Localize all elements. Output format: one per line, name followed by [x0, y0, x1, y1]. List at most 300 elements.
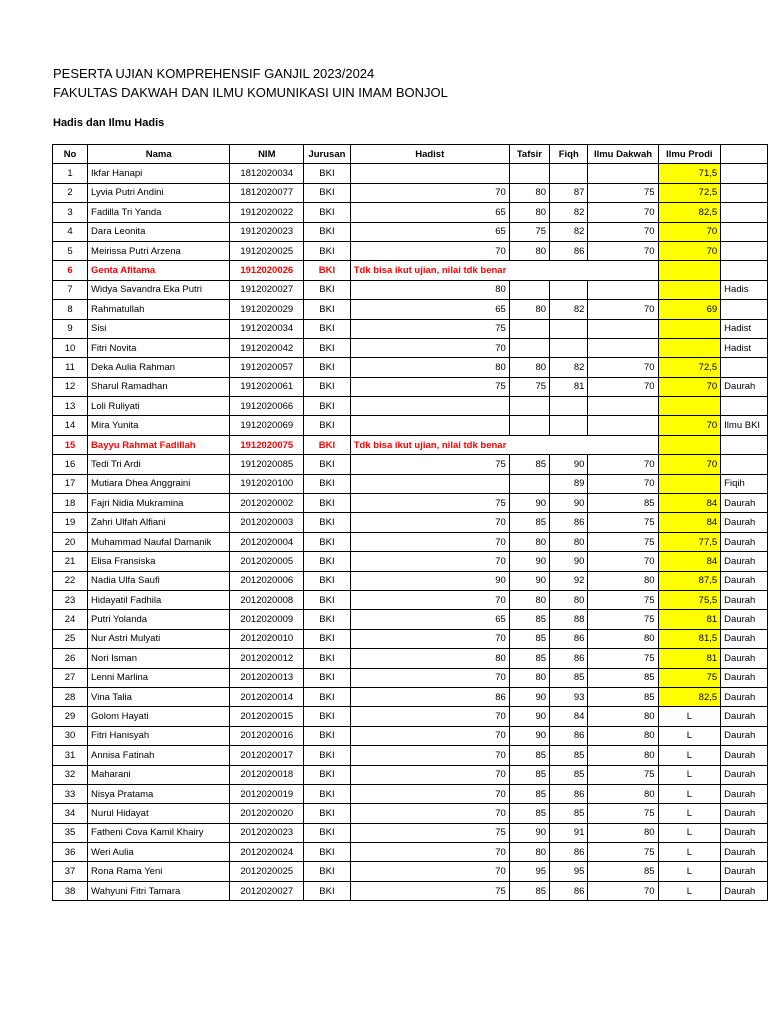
row-gap: [588, 435, 658, 454]
row-jurusan: BKI: [304, 590, 351, 609]
row-tafsir: [509, 280, 549, 299]
row-tafsir: [509, 397, 549, 416]
row-tafsir: 80: [509, 241, 549, 260]
row-no: 31: [53, 746, 88, 765]
row-nama: Weri Aulia: [88, 843, 230, 862]
row-no: 16: [53, 455, 88, 474]
table-row: [53, 823, 768, 842]
row-nim: 2012020005: [230, 552, 304, 571]
row-jurusan: BKI: [304, 164, 351, 183]
row-keterangan: Daurah: [721, 649, 768, 668]
row-no: 6: [53, 261, 88, 280]
row-keterangan: Daurah: [721, 726, 768, 745]
row-nama: Annisa Fatinah: [88, 746, 230, 765]
row-no: 9: [53, 319, 88, 338]
row-hadist: 70: [350, 241, 509, 260]
row-tafsir: 80: [509, 203, 549, 222]
row-gap: [550, 435, 588, 454]
table-row: [53, 280, 768, 299]
row-keterangan: Fiqih: [721, 474, 768, 493]
row-nim: 1912020026: [230, 261, 304, 280]
row-nama: Sharul Ramadhan: [88, 377, 230, 396]
row-hadist: 70: [350, 784, 509, 803]
header-nim: NIM: [230, 145, 304, 164]
header-keterangan: [721, 145, 768, 164]
table-row: [53, 552, 768, 571]
row-hadist: 86: [350, 687, 509, 706]
row-nim: 2012020015: [230, 707, 304, 726]
row-ilmu-dakwah: 80: [588, 726, 658, 745]
row-fiqh: [550, 416, 588, 435]
row-nama: Golom Hayati: [88, 707, 230, 726]
table-row: [53, 261, 768, 280]
row-hadist: 70: [350, 862, 509, 881]
row-fiqh: 93: [550, 687, 588, 706]
row-no: 10: [53, 338, 88, 357]
table-row: [53, 241, 768, 260]
row-nim: 1912020066: [230, 397, 304, 416]
row-keterangan: Daurah: [721, 804, 768, 823]
row-tafsir: 85: [509, 513, 549, 532]
row-ilmu-prodi: L: [658, 804, 721, 823]
row-ilmu-prodi: L: [658, 843, 721, 862]
table-row: [53, 707, 768, 726]
row-ilmu-dakwah: 75: [588, 513, 658, 532]
row-keterangan: Hadist: [721, 319, 768, 338]
row-ilmu-dakwah: 70: [588, 474, 658, 493]
table-row: [53, 377, 768, 396]
row-nama: Loli Ruliyati: [88, 397, 230, 416]
subject-heading: Hadis dan Ilmu Hadis: [53, 117, 165, 129]
row-keterangan: Daurah: [721, 765, 768, 784]
row-nim: 2012020012: [230, 649, 304, 668]
table-row: [53, 746, 768, 765]
row-fiqh: 86: [550, 241, 588, 260]
row-fiqh: 85: [550, 765, 588, 784]
table-row: [53, 319, 768, 338]
table-row: [53, 222, 768, 241]
row-jurusan: BKI: [304, 629, 351, 648]
row-keterangan: Daurah: [721, 610, 768, 629]
row-ilmu-dakwah: 75: [588, 843, 658, 862]
row-nim: 2012020014: [230, 687, 304, 706]
table-row: [53, 765, 768, 784]
row-no: 32: [53, 765, 88, 784]
row-nama: Nur Astri Mulyati: [88, 629, 230, 648]
row-fiqh: 89: [550, 474, 588, 493]
row-nim: 1912020057: [230, 358, 304, 377]
row-keterangan: Daurah: [721, 377, 768, 396]
row-nim: 1812020077: [230, 183, 304, 202]
row-fiqh: 80: [550, 532, 588, 551]
row-ilmu-prodi: L: [658, 726, 721, 745]
row-keterangan: Hadist: [721, 338, 768, 357]
table-row: [53, 590, 768, 609]
table-row: [53, 532, 768, 551]
row-nama: Fadilla Tri Yanda: [88, 203, 230, 222]
row-hadist: [350, 164, 509, 183]
row-tafsir: 85: [509, 881, 549, 900]
row-ilmu-prodi: 82,5: [658, 203, 721, 222]
row-keterangan: Daurah: [721, 590, 768, 609]
row-ilmu-dakwah: [588, 397, 658, 416]
row-ilmu-dakwah: 75: [588, 649, 658, 668]
row-nim: 2012020010: [230, 629, 304, 648]
row-ilmu-prodi: 75: [658, 668, 721, 687]
row-ilmu-dakwah: 75: [588, 610, 658, 629]
row-no: 12: [53, 377, 88, 396]
row-hadist: 75: [350, 881, 509, 900]
row-nama: Lyvia Putri Andini: [88, 183, 230, 202]
row-nim: 2012020025: [230, 862, 304, 881]
row-hadist: 80: [350, 280, 509, 299]
header-hadist: Hadist: [350, 145, 509, 164]
row-tafsir: 90: [509, 823, 549, 842]
row-hadist: 75: [350, 823, 509, 842]
row-ilmu-prodi: 84: [658, 513, 721, 532]
row-gap: [509, 435, 549, 454]
row-keterangan: [721, 300, 768, 319]
table-row: [53, 455, 768, 474]
table-row: [53, 513, 768, 532]
row-hadist: 70: [350, 183, 509, 202]
row-ilmu-dakwah: 80: [588, 823, 658, 842]
row-fiqh: 90: [550, 494, 588, 513]
row-no: 33: [53, 784, 88, 803]
row-no: 3: [53, 203, 88, 222]
row-fiqh: [550, 319, 588, 338]
row-no: 37: [53, 862, 88, 881]
row-ilmu-prodi: 77,5: [658, 532, 721, 551]
row-nim: 1912020023: [230, 222, 304, 241]
header-nama: Nama: [88, 145, 230, 164]
row-no: 1: [53, 164, 88, 183]
row-ilmu-prodi: L: [658, 765, 721, 784]
row-tafsir: 80: [509, 843, 549, 862]
row-nama: Nisya Pratama: [88, 784, 230, 803]
row-tafsir: [509, 474, 549, 493]
row-jurusan: BKI: [304, 881, 351, 900]
row-ilmu-prodi: 84: [658, 552, 721, 571]
row-jurusan: BKI: [304, 552, 351, 571]
row-nim: 2012020018: [230, 765, 304, 784]
row-no: 15: [53, 435, 88, 454]
row-jurusan: BKI: [304, 338, 351, 357]
row-no: 21: [53, 552, 88, 571]
row-jurusan: BKI: [304, 513, 351, 532]
row-ilmu-dakwah: 85: [588, 668, 658, 687]
header-jurusan: Jurusan: [304, 145, 351, 164]
row-fiqh: 86: [550, 784, 588, 803]
row-hadist: 75: [350, 319, 509, 338]
row-tafsir: [509, 319, 549, 338]
row-no: 14: [53, 416, 88, 435]
row-jurusan: BKI: [304, 455, 351, 474]
row-jurusan: BKI: [304, 435, 351, 454]
row-ilmu-dakwah: 75: [588, 183, 658, 202]
row-ilmu-dakwah: 70: [588, 241, 658, 260]
table-row: [53, 843, 768, 862]
table-row: [53, 338, 768, 357]
row-tafsir: [509, 164, 549, 183]
row-fiqh: 86: [550, 649, 588, 668]
row-hadist: 65: [350, 222, 509, 241]
row-jurusan: BKI: [304, 571, 351, 590]
row-ilmu-prodi: 70: [658, 241, 721, 260]
row-jurusan: BKI: [304, 358, 351, 377]
row-keterangan: Daurah: [721, 687, 768, 706]
row-nim: 1912020069: [230, 416, 304, 435]
row-keterangan: [721, 203, 768, 222]
row-keterangan: Daurah: [721, 746, 768, 765]
row-nama: Sisi: [88, 319, 230, 338]
row-no: 20: [53, 532, 88, 551]
row-no: 38: [53, 881, 88, 900]
row-nim: 1912020075: [230, 435, 304, 454]
row-nama: Fitri Novita: [88, 338, 230, 357]
row-tafsir: [509, 416, 549, 435]
participants-table: [52, 144, 768, 901]
row-hadist: 70: [350, 590, 509, 609]
row-tafsir: 75: [509, 222, 549, 241]
row-nim: 2012020023: [230, 823, 304, 842]
row-nim: 1912020025: [230, 241, 304, 260]
row-fiqh: 86: [550, 843, 588, 862]
row-no: 36: [53, 843, 88, 862]
row-ilmu-dakwah: [588, 338, 658, 357]
row-nama: Lenni Marlina: [88, 668, 230, 687]
row-ilmu-prodi: 84: [658, 494, 721, 513]
row-no: 5: [53, 241, 88, 260]
row-tafsir: 90: [509, 707, 549, 726]
row-ilmu-prodi: 81: [658, 610, 721, 629]
row-no: 26: [53, 649, 88, 668]
row-tafsir: 80: [509, 183, 549, 202]
row-ilmu-dakwah: 75: [588, 590, 658, 609]
row-tafsir: 85: [509, 629, 549, 648]
row-fiqh: 86: [550, 629, 588, 648]
row-hadist: 70: [350, 668, 509, 687]
row-no: 7: [53, 280, 88, 299]
row-nim: 1912020100: [230, 474, 304, 493]
row-nama: Zahri Ulfah Alfiani: [88, 513, 230, 532]
row-nama: Nurul Hidayat: [88, 804, 230, 823]
row-keterangan: Daurah: [721, 707, 768, 726]
row-nama: Hidayatil Fadhila: [88, 590, 230, 609]
row-ilmu-prodi: L: [658, 746, 721, 765]
row-tafsir: 90: [509, 726, 549, 745]
row-no: 18: [53, 494, 88, 513]
row-nama: Meirissa Putri Arzena: [88, 241, 230, 260]
row-nama: Vina Talia: [88, 687, 230, 706]
table-row: [53, 474, 768, 493]
row-nama: Deka Aulia Rahman: [88, 358, 230, 377]
row-jurusan: BKI: [304, 746, 351, 765]
row-nim: 1812020034: [230, 164, 304, 183]
row-jurusan: BKI: [304, 261, 351, 280]
row-keterangan: Daurah: [721, 513, 768, 532]
table-row: [53, 862, 768, 881]
row-tafsir: 80: [509, 300, 549, 319]
header-no: No: [53, 145, 88, 164]
row-keterangan: Daurah: [721, 668, 768, 687]
row-fiqh: 85: [550, 804, 588, 823]
row-ilmu-prodi: L: [658, 881, 721, 900]
row-jurusan: BKI: [304, 532, 351, 551]
row-ilmu-dakwah: [588, 280, 658, 299]
row-tafsir: 80: [509, 358, 549, 377]
header-tafsir: Tafsir: [509, 145, 549, 164]
row-hadist: 70: [350, 338, 509, 357]
row-fiqh: 86: [550, 726, 588, 745]
table-row: [53, 164, 768, 183]
row-fiqh: 86: [550, 513, 588, 532]
header-ilmu-dakwah: Ilmu Dakwah: [588, 145, 658, 164]
row-no: 17: [53, 474, 88, 493]
row-nim: 2012020006: [230, 571, 304, 590]
row-tafsir: 90: [509, 571, 549, 590]
row-keterangan: [721, 435, 768, 454]
row-tafsir: 85: [509, 765, 549, 784]
row-no: 22: [53, 571, 88, 590]
row-fiqh: [550, 280, 588, 299]
row-fiqh: [550, 338, 588, 357]
row-ilmu-prodi: 70: [658, 222, 721, 241]
row-keterangan: Daurah: [721, 552, 768, 571]
row-jurusan: BKI: [304, 183, 351, 202]
row-no: 23: [53, 590, 88, 609]
row-ilmu-dakwah: 70: [588, 377, 658, 396]
row-nim: 2012020017: [230, 746, 304, 765]
row-nim: 1912020034: [230, 319, 304, 338]
row-nama: Fatheni Cova Kamil Khairy: [88, 823, 230, 842]
row-tafsir: 90: [509, 687, 549, 706]
row-nim: 1912020027: [230, 280, 304, 299]
table-row: [53, 687, 768, 706]
row-nama: Mutiara Dhea Anggraini: [88, 474, 230, 493]
row-ilmu-dakwah: 80: [588, 707, 658, 726]
row-gap: [509, 261, 549, 280]
table-row: [53, 358, 768, 377]
table-row: [53, 435, 768, 454]
row-nama: Dara Leonita: [88, 222, 230, 241]
row-no: 24: [53, 610, 88, 629]
row-keterangan: Daurah: [721, 843, 768, 862]
row-jurusan: BKI: [304, 610, 351, 629]
row-jurusan: BKI: [304, 397, 351, 416]
row-nim: 2012020009: [230, 610, 304, 629]
row-nama: Ikfar Hanapi: [88, 164, 230, 183]
row-hadist: 75: [350, 455, 509, 474]
row-keterangan: Daurah: [721, 532, 768, 551]
row-fiqh: 82: [550, 300, 588, 319]
row-nama: Mira Yunita: [88, 416, 230, 435]
row-tafsir: 80: [509, 590, 549, 609]
row-jurusan: BKI: [304, 726, 351, 745]
row-ilmu-prodi: L: [658, 784, 721, 803]
row-keterangan: Daurah: [721, 784, 768, 803]
table-row: [53, 397, 768, 416]
row-hadist: 70: [350, 843, 509, 862]
row-fiqh: [550, 164, 588, 183]
row-ilmu-prodi: [658, 319, 721, 338]
row-jurusan: BKI: [304, 687, 351, 706]
row-ilmu-prodi: [658, 338, 721, 357]
row-ilmu-dakwah: 70: [588, 358, 658, 377]
row-jurusan: BKI: [304, 222, 351, 241]
row-ilmu-dakwah: 70: [588, 203, 658, 222]
row-hadist: [350, 474, 509, 493]
row-ilmu-dakwah: 70: [588, 455, 658, 474]
row-ilmu-dakwah: 80: [588, 746, 658, 765]
row-keterangan: Daurah: [721, 862, 768, 881]
row-no: 4: [53, 222, 88, 241]
row-tafsir: 95: [509, 862, 549, 881]
row-fiqh: 91: [550, 823, 588, 842]
row-nama: Bayyu Rahmat Fadillah: [88, 435, 230, 454]
row-ilmu-prodi: 70: [658, 377, 721, 396]
row-nama: Fajri Nidia Mukramina: [88, 494, 230, 513]
row-ilmu-prodi: 70: [658, 416, 721, 435]
row-hadist: [350, 416, 509, 435]
row-nim: 2012020027: [230, 881, 304, 900]
row-jurusan: BKI: [304, 804, 351, 823]
row-nim: 2012020013: [230, 668, 304, 687]
row-keterangan: Daurah: [721, 823, 768, 842]
row-jurusan: BKI: [304, 474, 351, 493]
row-tafsir: 75: [509, 377, 549, 396]
table-row: [53, 726, 768, 745]
document-title: PESERTA UJIAN KOMPREHENSIF GANJIL 2023/2024: [53, 66, 375, 81]
row-no: 11: [53, 358, 88, 377]
row-nim: 1912020022: [230, 203, 304, 222]
row-keterangan: [721, 261, 768, 280]
table-header-row: [53, 145, 768, 164]
row-nim: 2012020024: [230, 843, 304, 862]
row-ilmu-prodi: 69: [658, 300, 721, 319]
row-fiqh: 86: [550, 881, 588, 900]
row-ilmu-prodi: [658, 397, 721, 416]
row-tafsir: 80: [509, 668, 549, 687]
row-hadist: 65: [350, 610, 509, 629]
row-hadist: 70: [350, 765, 509, 784]
row-keterangan: [721, 358, 768, 377]
row-ilmu-dakwah: 85: [588, 494, 658, 513]
row-nim: 1912020061: [230, 377, 304, 396]
row-keterangan: [721, 164, 768, 183]
row-nama: Rona Rama Yeni: [88, 862, 230, 881]
row-jurusan: BKI: [304, 241, 351, 260]
row-ilmu-prodi: 81: [658, 649, 721, 668]
row-jurusan: BKI: [304, 843, 351, 862]
row-nama: Wahyuni Fitri Tamara: [88, 881, 230, 900]
row-tafsir: 90: [509, 552, 549, 571]
row-ilmu-prodi: 71,5: [658, 164, 721, 183]
row-tafsir: 85: [509, 784, 549, 803]
row-keterangan: Daurah: [721, 494, 768, 513]
row-no: 30: [53, 726, 88, 745]
row-jurusan: BKI: [304, 707, 351, 726]
row-ilmu-prodi: 87,5: [658, 571, 721, 590]
row-ilmu-dakwah: 80: [588, 571, 658, 590]
row-tafsir: 90: [509, 494, 549, 513]
row-hadist: 90: [350, 571, 509, 590]
row-nim: 2012020016: [230, 726, 304, 745]
row-jurusan: BKI: [304, 784, 351, 803]
row-hadist: 70: [350, 513, 509, 532]
table-row: [53, 649, 768, 668]
table-row: [53, 881, 768, 900]
